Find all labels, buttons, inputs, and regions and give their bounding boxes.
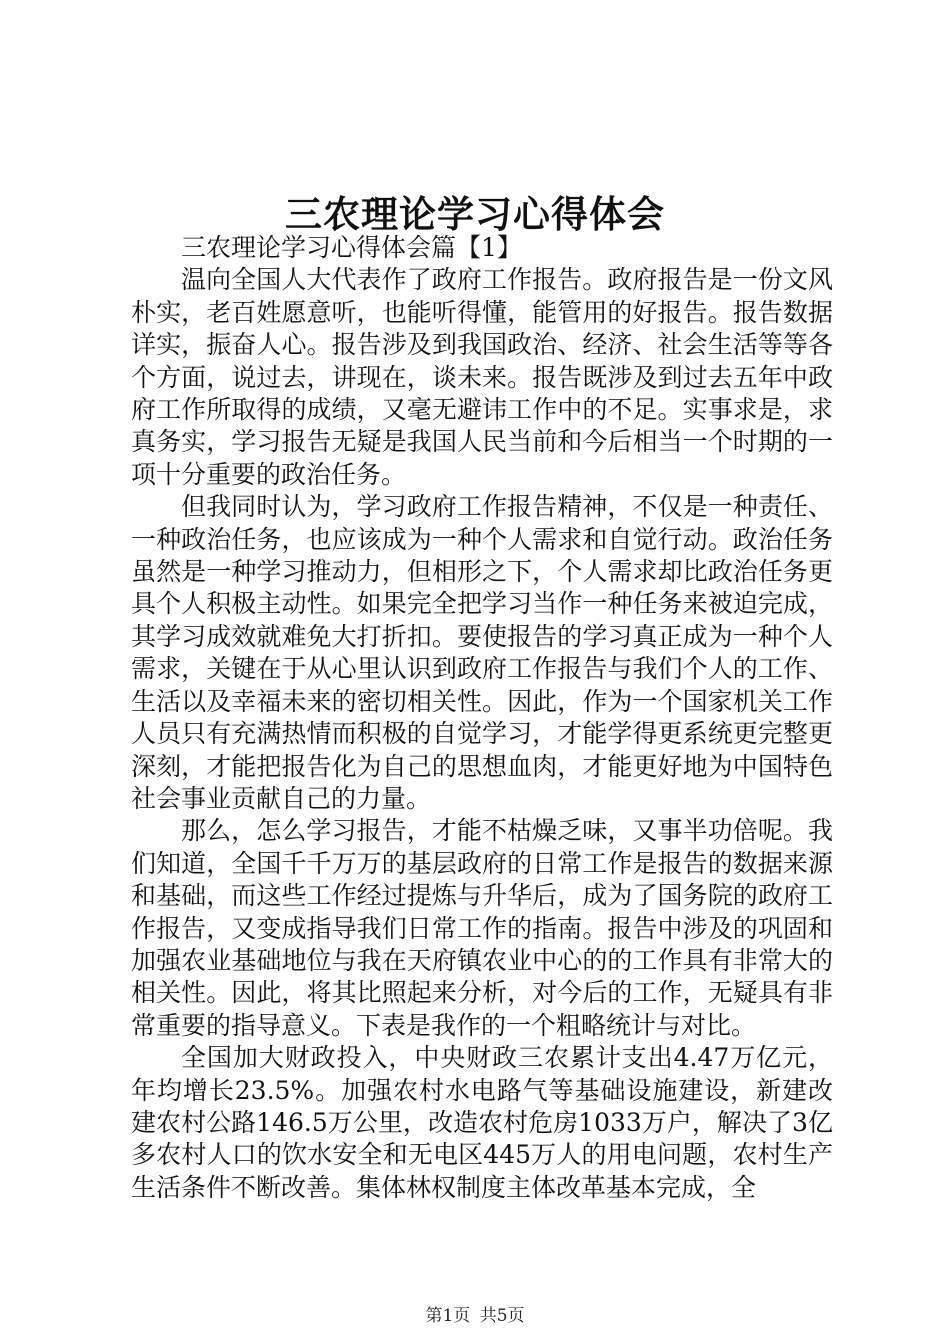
paragraph-1: 温向全国人大代表作了政府工作报告。政府报告是一份文风朴实，老百姓愿意听，也能听得懂，能管用的好报告。报告数据详实，振奋人心。报告涉及到我国政治、经济、社会生活等等各个方面，说过去，讲现在，谈未来。报告既涉及到过去五年中政府工作所取得的成绩，又毫无避讳工作中的不足。实事求是，求真务实，学习报告无疑是我国人民当前和今后相当一个时期的一项十分重要的政治任务。 [131,265,833,489]
document-body [131,232,833,1204]
paragraph-2: 但我同时认为，学习政府工作报告精神，不仅是一种责任、一种政治任务，也应该成为一种个人需求和自觉行动。政治任务虽然是一种学习推动力，但相形之下，个人需求却比政治任务更具个人积极主动性。如果完全把学习当作一种任务来被迫完成，其学习成效就难免大打折扣。要使报告的学习真正成为一种个人需求，关键在于从心里认识到政府工作报告与我们个人的工作、生活以及幸福未来的密切相关性。因此，作为一个国家机关工作人员只有充满热情而积极的自觉学习，才能学得更系统更完整更深刻，才能把报告化为自己的思想血肉，才能更好地为中国特色社会事业贡献自己的力量。 [131,492,833,813]
page-footer [0,1301,950,1326]
page-number: 第1页 [425,1306,471,1326]
page-title: 三农理论学习心得体会 [285,192,665,236]
page-total: 共5页 [479,1306,525,1326]
section-heading: 三农理论学习心得体会篇【1】 [181,233,522,262]
paragraph-3: 那么，怎么学习报告，才能不枯燥乏味，又事半功倍呢。我们知道，全国千千万万的基层政府的日常工作是报告的数据来源和基础，而这些工作经过提炼与升华后，成为了国务院的政府工作报告，又变成指导我们日常工作的指南。报告中涉及的巩固和加强农业基础地位与我在天府镇农业中心的的工作具有非常大的相关性。因此，将其比照起来分析，对今后的工作，无疑具有非常重要的指导意义。下表是我作的一个粗略统计与对比。 [131,816,833,1040]
paragraph-4: 全国加大财政投入，中央财政三农累计支出4.47万亿元，年均增长23.5%。加强农村水电路气等基础设施建设，新建改建农村公路146.5万公里，改造农村危房1033万户，解决了3亿多农村人口的饮水安全和无电区445万人的用电问题，农村生产生活条件不断改善。集体林权制度主体改革基本完成，全 [131,1043,833,1202]
